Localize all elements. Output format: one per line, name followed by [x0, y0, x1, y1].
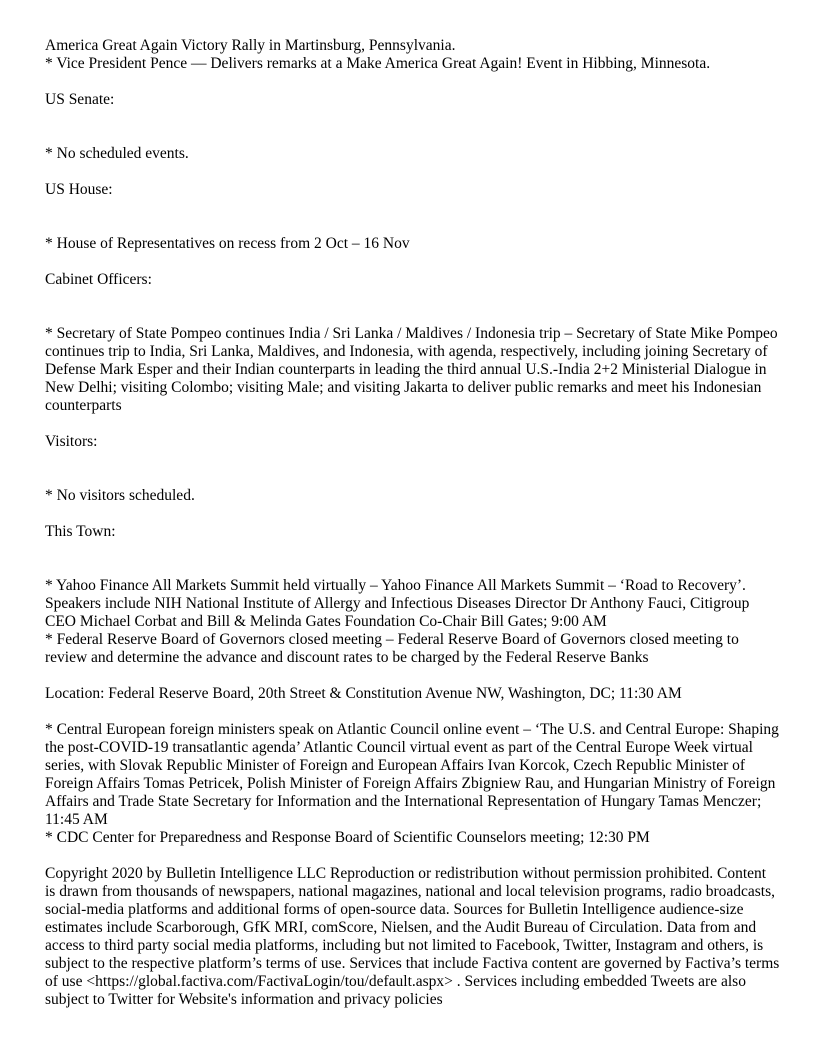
this-town-heading: This Town: [45, 523, 116, 540]
us-house-heading: US House: [45, 181, 113, 198]
this-town-item-fed-reserve: * Federal Reserve Board of Governors closed meeting – Federal Reserve Board of Governors closed meeting to review and determine the advance and discount rates to be charged by the Federal Reserve Banks [45, 631, 739, 666]
cabinet-heading: Cabinet Officers: [45, 271, 152, 288]
this-town-item-cdc: * CDC Center for Preparedness and Response Board of Scientific Counselors meeting; 12:30 PM [45, 829, 650, 846]
this-town-item-atlantic-council: * Central European foreign ministers speak on Atlantic Council online event – ‘The U.S. and Central Europe: Shaping the post-COVID-19 transatlantic agenda’ Atlantic Council virtual event as part of the Central Europe Week virtual series, with Slovak Republic Minister of Foreign and European Affairs Ivan Korcok, Czech Republic Minister of Foreign Affairs Tomas Petricek, Polish Minister of Foreign Affairs Zbigniew Rau, and Hungarian Ministry of Foreign Affairs and Trade State Secretary for Information and the International Representation of Hungary Tamas Menczer; 11:45 AM [45, 721, 779, 828]
visitors-item: * No visitors scheduled. [45, 487, 195, 504]
us-house-item: * House of Representatives on recess from 2 Oct – 16 Nov [45, 235, 410, 252]
copyright-notice: Copyright 2020 by Bulletin Intelligence LLC Reproduction or redistribution without permission prohibited. Content is drawn from thousands of newspapers, national magazines, national and local television programs, radio broadcasts, social-media platforms and additional forms of open-source data. Sources for Bulletin Intelligence audience-size estimates include Scarborough, GfK MRI, comScore, Nielsen, and the Audit Bureau of Circulation. Data from and access to third party social media platforms, including but not limited to Facebook, Twitter, Instagram and others, is subject to the respective platform’s terms of use. Services that include Factiva content are governed by Factiva’s terms of use <https://global.factiva.com/FactivaLogin/tou/default.aspx> . Services including embedded Tweets are also subject to Twitter for Website's information and privacy policies [45, 865, 780, 1008]
document-page [45, 37, 780, 1009]
intro-line-2: * Vice President Pence — Delivers remarks at a Make America Great Again! Event in Hibbing, Minnesota. [45, 55, 711, 72]
intro-line-1: America Great Again Victory Rally in Martinsburg, Pennsylvania. [45, 37, 456, 54]
visitors-heading: Visitors: [45, 433, 98, 450]
this-town-item-yahoo: * Yahoo Finance All Markets Summit held virtually – Yahoo Finance All Markets Summit – ‘Road to Recovery’. Speakers include NIH National Institute of Allergy and Infectious Diseases Director Dr Anthony Fauci, Citigroup CEO Michael Corbat and Bill & Melinda Gates Foundation Co-Chair Bill Gates; 9:00 AM [45, 577, 750, 630]
this-town-location: Location: Federal Reserve Board, 20th Street & Constitution Avenue NW, Washington, DC; 11:30 AM [45, 685, 682, 702]
us-senate-item: * No scheduled events. [45, 145, 189, 162]
us-senate-heading: US Senate: [45, 91, 115, 108]
cabinet-item: * Secretary of State Pompeo continues India / Sri Lanka / Maldives / Indonesia trip – Secretary of State Mike Pompeo continues trip to India, Sri Lanka, Maldives, and Indonesia, with agenda, respectively, including joining Secretary of Defense Mark Esper and their Indian counterparts in leading the third annual U.S.-India 2+2 Ministerial Dialogue in New Delhi; visiting Colombo; visiting Male; and visiting Jakarta to deliver public remarks and meet his Indonesian counterparts [45, 325, 778, 414]
